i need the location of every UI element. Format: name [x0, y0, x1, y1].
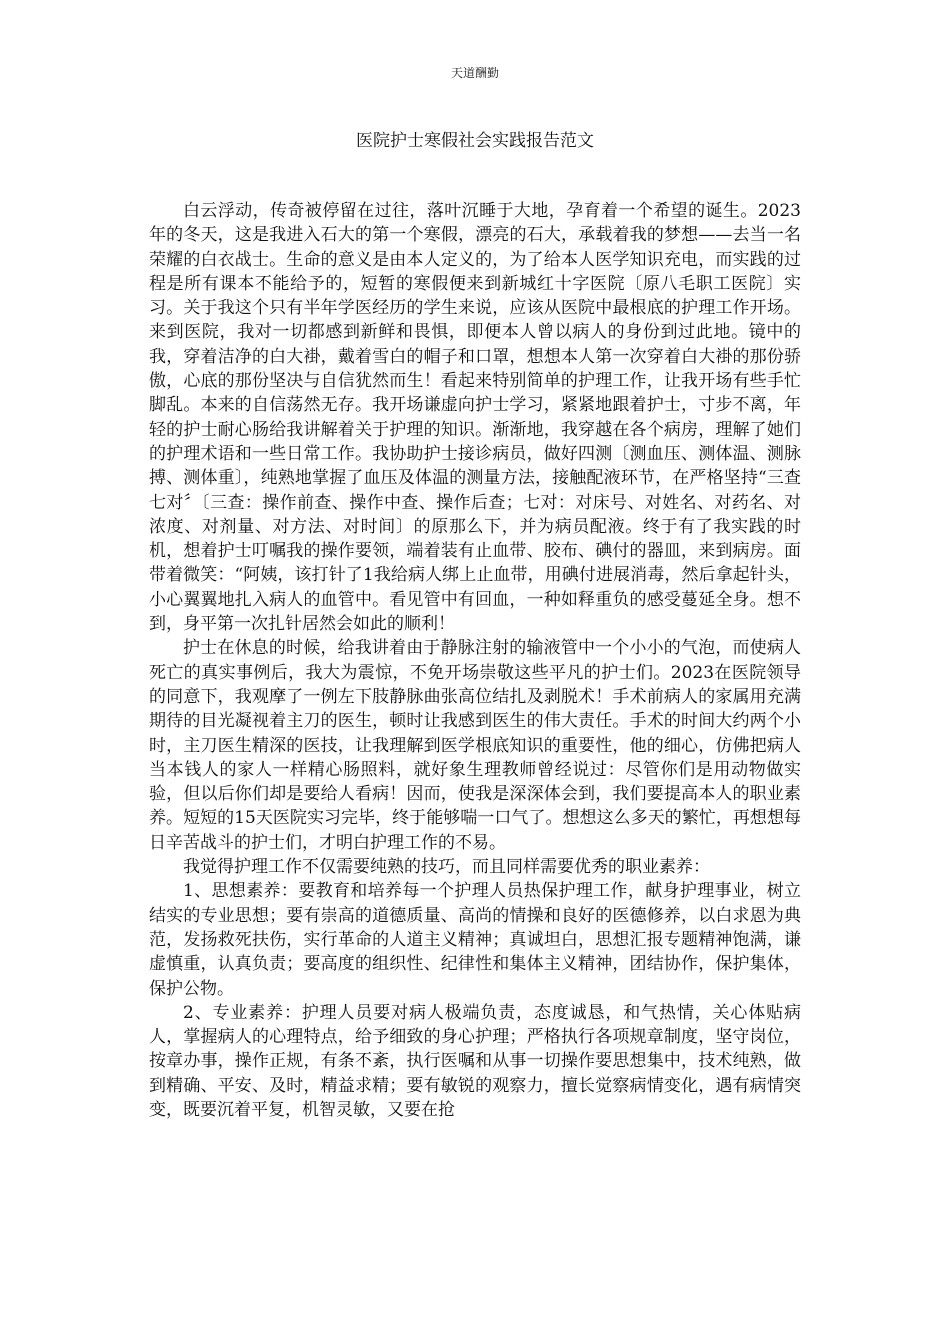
document-title: 医院护士寒假社会实践报告范文 [356, 131, 594, 151]
document-body [149, 199, 801, 1122]
page-header: 天道酬勤 [450, 66, 499, 80]
paragraph-intro: 白云浮动，传奇被停留在过往，落叶沉睡于大地，孕育着一个希望的诞生。2023年的冬天，这是我进入石大的第一个寒假，漂亮的石大，承载着我的梦想——去当一名荣耀的白衣战士。生命的意义是由本人定义的，为了给本人医学知识充电，而实践的过程是所有课本不能给予的，短暂的寒假便来到新城红十字医院〔原八毛职工医院〕实习。关于我这个只有半年学医经历的学生来说，应该从医院中最根底的护理工作开场。来到医院，我对一切都感到新鲜和畏惧，即便本人曾以病人的身份到过此地。镜中的我，穿着洁净的白大褂，戴着雪白的帽子和口罩，想想本人第一次穿着白大褂的那份骄傲，心底的那份坚决与自信犹然而生！看起来特别简单的护理工作，让我开场有些手忙脚乱。本来的自信荡然无存。我开场谦虚向护士学习，紧紧地跟着护士，寸步不离，年轻的护士耐心肠给我讲解着关于护理的知识。渐渐地，我穿越在各个病房，理解了她们的护理术语和一些日常工作。我协助护士接诊病员，做好四测〔测血压、测体温、测脉搏、测体重〕，纯熟地掌握了血压及体温的测量方法，接触配液环节，在严格坚持“三查七对〞〔三查：操作前查、操作中查、操作后查；七对：对床号、对姓名、对药名、对浓度、对剂量、对方法、对时间〕的原那么下，并为病员配液。终于有了我实践的时机，想着护士叮嘱我的操作要领，端着装有止血带、胶布、碘付的器皿，来到病房。面带着微笑：“阿姨，该打针了1我给病人绑上止血带，用碘付进展消毒，然后拿起针头，小心翼翼地扎入病人的血管中。看见管中有回血，一种如释重负的感受蔓延全身。想不到，身平第一次扎针居然会如此的顺利！ [149, 201, 801, 635]
paragraph-qualities-intro: 我觉得护理工作不仅需要纯熟的技巧，而且同样需要优秀的职业素养： [183, 857, 710, 878]
paragraph-nurse-rest: 护士在休息的时候，给我讲着由于静脉注射的输液管中一个小小的气泡，而使病人死亡的真实事例后，我大为震惊，不免开场崇敬这些平凡的护士们。2023在医院领导的同意下，我观摩了一例左下肢静脉曲张高位结扎及剥脱术！手术前病人的家属用充满期待的目光凝视着主刀的医生，顿时让我感到医生的伟大责任。手术的时间大约两个小时，主刀医生精深的医技，让我理解到医学根底知识的重要性，他的细心，仿佛把病人当本钱人的家人一样精心肠照料，就好象生理教师曾经说过：尽管你们是用动物做实验，但以后你们却是要给人看病！因而，使我是深深体会到，我们要提高本人的职业素养。短短的15天医院实习完毕，终于能够喘一口气了。想想这么多天的繁忙，再想想每日辛苦战斗的护士们，才明白护理工作的不易。 [149, 638, 801, 853]
paragraph-ideological-quality: 1、思想素养：要教育和培养每一个护理人员热保护理工作，献身护理事业，树立结实的专业思想；要有崇高的道德质量、高尚的情操和良好的医德修养，以白求恩为典范，发扬救死扶伤，实行革命的人道主义精神；真诚坦白，思想汇报专题精神饱满，谦虚慎重，认真负责；要高度的组织性、纪律性和集体主义精神，团结协作，保护集体，保护公物。 [149, 881, 801, 999]
paragraph-professional-quality: 2、专业素养：护理人员要对病人极端负责，态度诚恳，和气热情，关心体贴病人，掌握病人的心理特点，给予细致的身心护理；严格执行各项规章制度，坚守岗位，按章办事，操作正规，有条不紊，执行医嘱和从事一切操作要思想集中，技术纯熟，做到精确、平安、及时，精益求精；要有敏锐的观察力，擅长觉察病情变化，遇有病情突变，既要沉着平复，机智灵敏，又要在抢 [149, 1002, 801, 1120]
